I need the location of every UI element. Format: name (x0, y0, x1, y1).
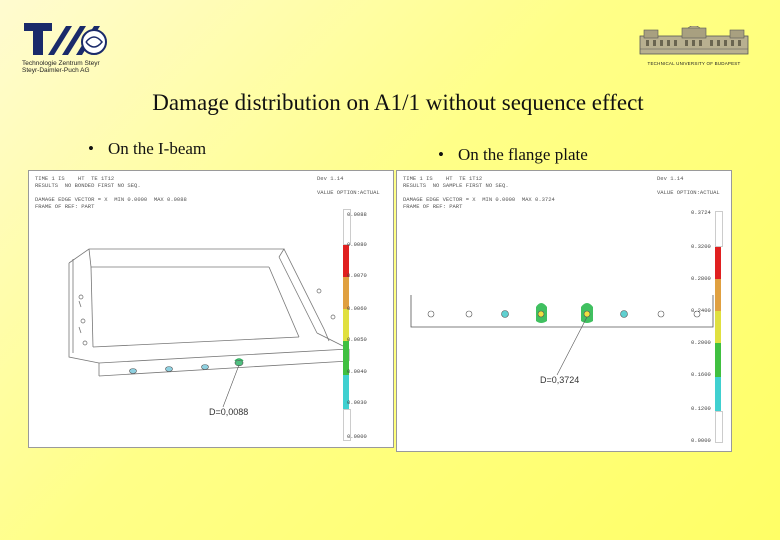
header-line-3: DAMAGE EDGE VECTOR = X MIN 0.0000 MAX 0.3724 (403, 196, 555, 203)
scale-seg-green (715, 343, 721, 377)
header-line-2: RESULTS NO BONDED FIRST NO SEQ. (35, 182, 141, 189)
bullet-dot: • (88, 139, 94, 158)
scale-tick: 0.0040 (347, 368, 367, 375)
logo-line-1: Technologie Zentrum Steyr (22, 60, 100, 67)
bullet-right (438, 145, 588, 165)
scale-seg-orange (715, 279, 721, 311)
slide-title: Damage distribution on A1/1 without sequence effect (152, 90, 644, 115)
scale-seg-yellow (715, 311, 721, 343)
header-line-2: RESULTS NO SAMPLE FIRST NO SEQ. (403, 182, 509, 189)
scale-tick: 0.2800 (691, 275, 711, 282)
header-line-1: TIME 1 IS HT TE 1T12 (35, 175, 115, 182)
scale-seg-white (715, 211, 723, 247)
scale-tick: 0.1600 (691, 371, 711, 378)
ibeam-damage-plot (28, 170, 394, 448)
damage-max-label: D=0,3724 (540, 375, 580, 385)
flange-plate-damage-plot (396, 170, 732, 452)
tzs-logo (22, 20, 122, 76)
bullet-left-text: On the I-beam (107, 139, 207, 158)
tzs-logo-graphic (22, 20, 114, 60)
scale-tick: 0.2000 (691, 339, 711, 346)
scale-tick: 0.0030 (347, 399, 367, 406)
damage-color-scale (715, 211, 721, 443)
damage-max-label: D=0,0088 (209, 407, 249, 417)
scale-seg-red (715, 247, 721, 279)
scale-tick: 0.0000 (691, 437, 711, 444)
header-line-1: TIME 1 IS HT TE 1T12 (403, 175, 483, 182)
ibeam-drawing (29, 171, 393, 447)
scale-tick: 0.0000 (347, 433, 367, 440)
logo-line-2: Steyr-Daimler-Puch AG (22, 67, 90, 74)
header-value-option: VALUE OPTION:ACTUAL (657, 189, 720, 196)
scale-tick: 0.0060 (347, 305, 367, 312)
university-logo (638, 26, 750, 66)
scale-tick: 0.3200 (691, 243, 711, 250)
bullet-left (88, 139, 206, 159)
scale-tick: 0.0088 (347, 211, 367, 218)
header-line-3: DAMAGE EDGE VECTOR = X MIN 0.0000 MAX 0.0088 (35, 196, 187, 203)
header-version: Dev 1.14 (657, 175, 684, 182)
university-name: TECHNICAL UNIVERSITY OF BUDAPEST (647, 61, 741, 66)
header-version: Dev 1.14 (317, 175, 344, 182)
scale-tick: 0.0080 (347, 241, 367, 248)
header-line-4: FRAME OF REF: PART (403, 203, 463, 210)
university-building-icon (638, 26, 750, 56)
flange-plate-drawing (397, 171, 731, 451)
scale-tick: 0.0070 (347, 272, 367, 279)
scale-tick: 0.1200 (691, 405, 711, 412)
scale-seg-cyan (715, 377, 721, 411)
scale-tick: 0.3724 (691, 209, 711, 216)
scale-tick: 0.2400 (691, 307, 711, 314)
bullet-dot: • (438, 145, 444, 164)
header-value-option: VALUE OPTION:ACTUAL (317, 189, 380, 196)
header-line-4: FRAME OF REF: PART (35, 203, 95, 210)
scale-tick: 0.0050 (347, 336, 367, 343)
bullet-right-text: On the flange plate (457, 145, 588, 164)
scale-seg-white (715, 411, 723, 443)
